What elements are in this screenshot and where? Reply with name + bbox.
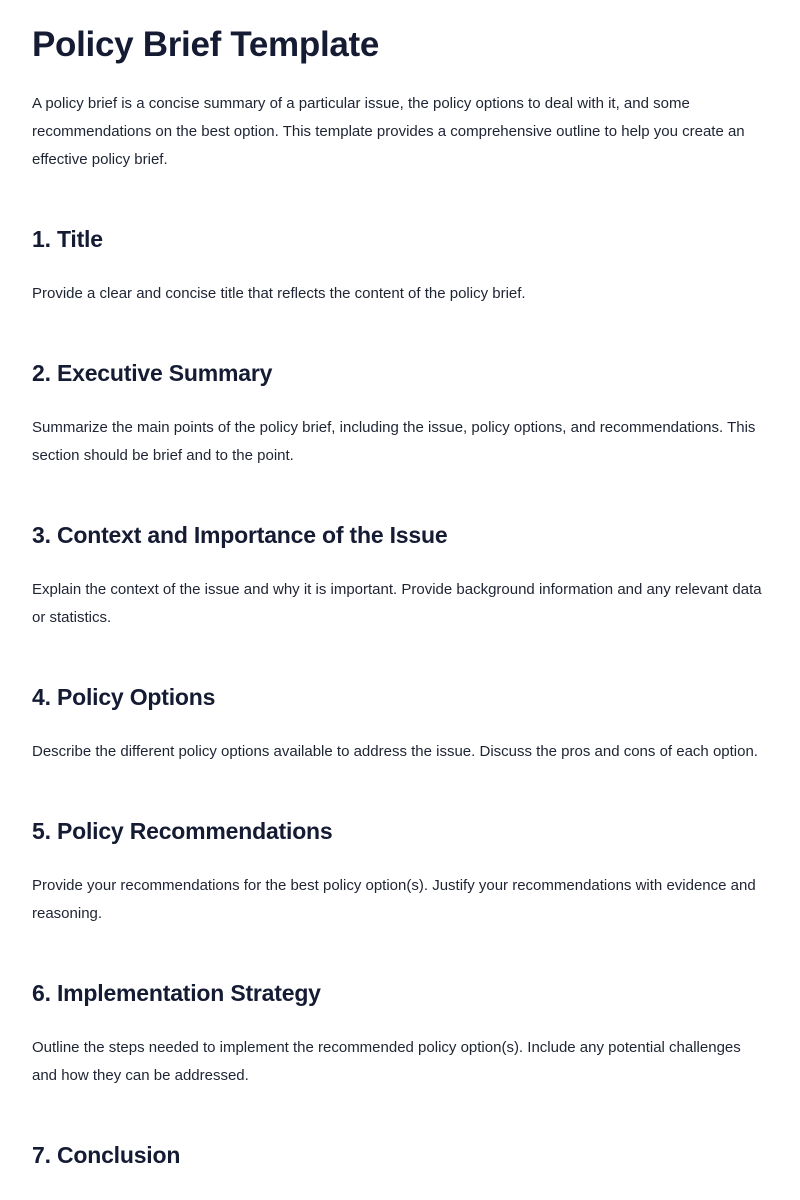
section-body: Provide a clear and concise title that reflects the content of the policy brief. [32, 285, 526, 302]
section-policy-options [32, 682, 768, 766]
section-body: Explain the context of the issue and why it is important. Provide background information and any relevant data or statistics. [32, 581, 762, 626]
section-heading: 6. Implementation Strategy [32, 980, 321, 1006]
section-implementation-strategy [32, 978, 768, 1090]
section-body: Provide your recommendations for the best policy option(s). Justify your recommendations with evidence and reasoning. [32, 877, 756, 922]
section-body: Describe the different policy options available to address the issue. Discuss the pros and cons of each option. [32, 743, 758, 760]
section-executive-summary [32, 358, 768, 470]
intro-paragraph: A policy brief is a concise summary of a particular issue, the policy options to deal with it, and some recommendations on the best option. This template provides a comprehensive outline to help you create an effective policy brief. [32, 95, 745, 168]
section-body: Outline the steps needed to implement the recommended policy option(s). Include any potential challenges and how they can be addressed. [32, 1039, 741, 1084]
section-policy-recommendations [32, 816, 768, 928]
page-title: Policy Brief Template [32, 25, 380, 64]
section-body: Summarize the main points of the policy brief, including the issue, policy options, and recommendations. This section should be brief and to the point. [32, 419, 756, 464]
section-conclusion [32, 1140, 768, 1170]
section-heading: 7. Conclusion [32, 1142, 181, 1168]
section-heading: 2. Executive Summary [32, 360, 273, 386]
section-heading: 3. Context and Importance of the Issue [32, 522, 448, 548]
section-heading: 1. Title [32, 226, 103, 252]
section-heading: 5. Policy Recommendations [32, 818, 333, 844]
section-context-and-importance [32, 520, 768, 632]
section-title [32, 224, 768, 308]
section-heading: 4. Policy Options [32, 684, 216, 710]
